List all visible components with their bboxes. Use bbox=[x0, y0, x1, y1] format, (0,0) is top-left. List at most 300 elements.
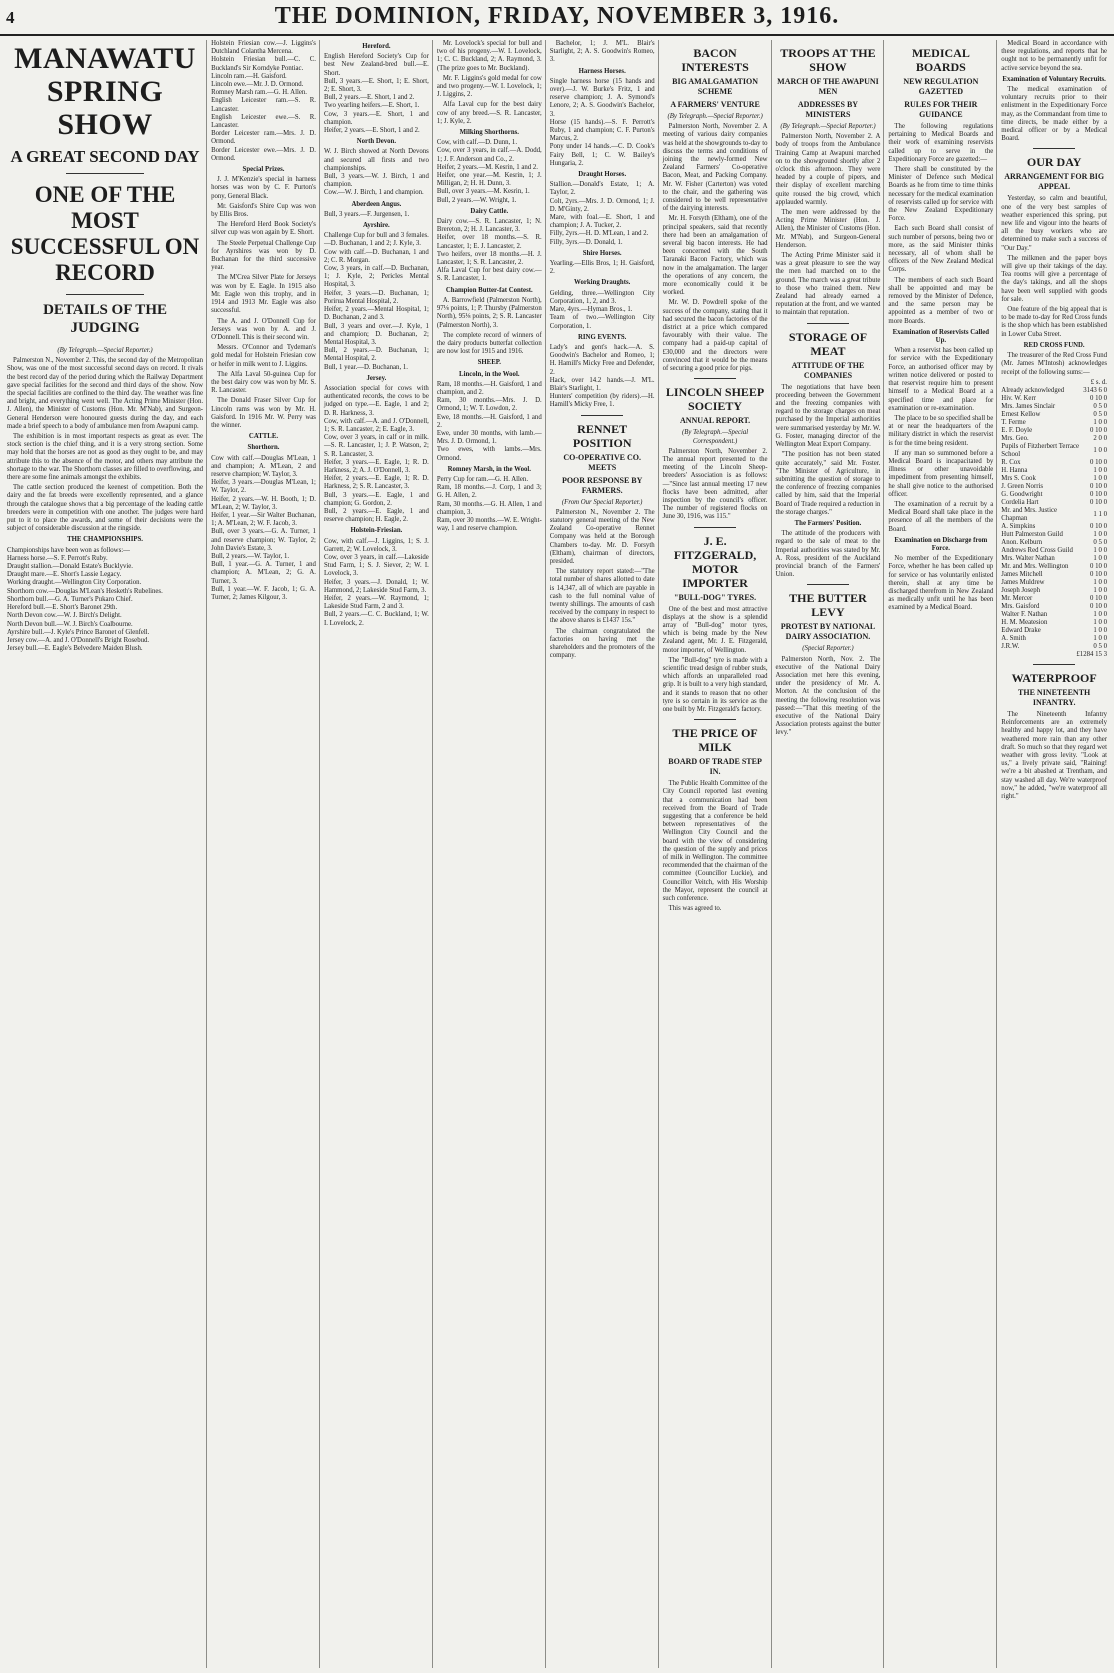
subsection-title: North Devon. bbox=[356, 138, 397, 146]
list-item: Cow.—W. J. Birch, 1 and champion. bbox=[323, 189, 424, 197]
fund-donor: J.R.W. bbox=[1001, 642, 1020, 650]
fund-row bbox=[1001, 403, 1107, 411]
list-item: Holstein Friesian cow.—J. Liggins's Dutchland Colantha Mercena. bbox=[211, 40, 316, 56]
fund-row bbox=[1001, 587, 1107, 595]
article-paragraph: The treasurer of the Red Cross Fund (Mr. James M'Intosh) acknowledges receipt of the following sums:— bbox=[1001, 352, 1107, 376]
article-headline: THE BUTTER LEVY bbox=[789, 591, 867, 620]
article-paragraph: Palmerston North, November 2. A body of troops from the Ambulance Training Camp at Awapuni marched on to the showground shortly after 2 o'clock this afternoon. They were headed by a couple of pipers, and their display of excellent marching quite roused the big crowd, which applauded warmly. bbox=[775, 133, 881, 206]
list-item: Bull, over 3 years.—G. A. Turner, 1 and reserve champion; W. Taylor, 2; John Davie's Estate, 3. bbox=[211, 528, 316, 552]
fund-amount: 0 10 0 bbox=[1090, 570, 1107, 578]
subsection-title: Shire Horses. bbox=[582, 249, 622, 257]
list-item: Bull, 1 year.—G. A. Turner, 1 and champion; A. M'Lean, 2; G. A. Turner, 3. bbox=[211, 561, 316, 585]
list-item: Jersey bull.—E. Eagle's Belvedere Maiden Blush. bbox=[7, 645, 143, 653]
fund-donor: A. Simpkins bbox=[1001, 522, 1036, 530]
list-item: Draught stallion.—Donald Estate's Bucklyvie. bbox=[7, 563, 134, 571]
list-item: Ram, over 30 months.—W. E. Wright-way, 1 and reserve champion. bbox=[436, 516, 542, 533]
list-item: Holstein Friesian bull.—C. C. Buckland's Sir Korndyke Pontiac. bbox=[211, 56, 316, 72]
column-lead-article bbox=[4, 40, 207, 1668]
fund-amount: 0 10 0 bbox=[1090, 482, 1107, 490]
list-item: Cow, 3 years, in calf.—D. Buchanan, 1; J. Kyle, 2; Pericles Mental Hospital, 3. bbox=[323, 265, 429, 289]
article-paragraph: There shall be constituted by the Minister of Defence such Medical Boards as he from time to time thinks necessary for the medical examination of reservists called up for service with the New Zealand Expeditionary Force. bbox=[888, 166, 994, 223]
article-paragraph: When a reservist has been called up for service with the Expeditionary Force, an authorised officer may by written notice delivered or posted to that reservist require him to present himself to a Medical Board at a specified time and place for examination or re-examination. bbox=[888, 347, 994, 412]
list-item: Challenge Cup for bull and 3 females.—D. Buchanan, 1 and 2; J. Kyle, 3. bbox=[323, 232, 429, 248]
article-paragraph: Palmerston North, November 2. The annual report presented to the meeting of the Lincoln Sheep-breeders' Association is as follows:—"Since last annual meeting 17 new flocks have been admitted, after inspection by the council's officer. The number of registered flocks on June 30, 1916, was 115." bbox=[662, 447, 768, 521]
fund-donor: Hiv. W. Kerr bbox=[1001, 394, 1036, 402]
subsection-title: Dairy Cattle. bbox=[470, 207, 509, 215]
fund-amount: 1 0 0 bbox=[1093, 626, 1107, 634]
byline: (By Telegraph.—Special Reporter.) bbox=[667, 113, 763, 120]
list-item: Two heifers, over 18 months.—H. J. Lancaster, 1; S. R. Lancaster, 2. bbox=[436, 250, 542, 267]
fund-donor: Mr. Mercer bbox=[1001, 594, 1033, 602]
subsection-title: Draught Horses. bbox=[578, 171, 627, 179]
fund-donor: James Muldrew bbox=[1001, 578, 1045, 586]
masthead bbox=[0, 0, 1114, 36]
fund-amount: 0 5 0 bbox=[1093, 538, 1107, 546]
list-item: Perry Cup for ram.—G. H. Allen. bbox=[436, 475, 529, 483]
article-paragraph: Mr. F. Liggins's gold medal for cow and two progeny.—W. I. Lovelock, 1; J. Liggins, 2. bbox=[436, 74, 542, 99]
list-item: Heifer, 1 year.—Sir Walter Buchanan, 1; A. M'Lean, 2; W. F. Jacob, 3. bbox=[211, 511, 316, 528]
list-item: Heifer, 2 years.—E. Short, 1 and 2. bbox=[323, 127, 420, 135]
article-subheading: CO-OPERATIVE CO. MEETS bbox=[563, 452, 641, 472]
article-paragraph: The "Bull-dog" tyre is made with a scientific tread design of rubber studs, which affords an unparalleled road grip. It is built to a very high standard, and it stands to reason that no other tyre is so certain in its service as the one built by Mr. Fitzgerald's factory. bbox=[662, 656, 768, 713]
article-paragraph: The cattle section produced the keenest of competition. Both the dairy and the fat breeds were excellently represented, and a glance through the catalogue shows that a big percentage of the leading cattle breeders were in competition with one another. The judges were hard put to it to place the awards, and some of their decisions were the subject of considerable discussion at the ringside. bbox=[7, 484, 204, 533]
fund-donor: T. Ferme bbox=[1001, 418, 1026, 426]
fund-row bbox=[1001, 411, 1107, 419]
article-paragraph: Mr. Lovelock's special for bull and two of his progeny.—W. I. Lovelock, 1; C. C. Buckland, 2; A. Raymond, 3. (The prize goes to Mr. Buckland). bbox=[436, 40, 542, 72]
article-paragraph: The complete record of winners of the dairy products butterfat collection are now lost for 1915 and 1916. bbox=[436, 331, 542, 356]
column-bacon-interests bbox=[660, 40, 772, 1668]
fund-row bbox=[1001, 435, 1107, 443]
list-item: Jersey cow.—A. and J. O'Donnell's Bright Rosebud. bbox=[7, 636, 150, 644]
list-item: Cow, over 3 years, in calf or in milk.—S. R. Lancaster, 1; J. P. Watson, 2; S. R. Lancaster, 3. bbox=[323, 434, 429, 458]
list-item: Team of two.—Wellington City Corporation, 1. bbox=[549, 314, 655, 330]
subsection-title: Romney Marsh, in the Wool. bbox=[447, 465, 531, 473]
fund-row bbox=[1001, 427, 1107, 435]
article-headline: LINCOLN SHEEP SOCIETY bbox=[665, 385, 765, 414]
fund-amount: 0 10 0 bbox=[1090, 490, 1107, 498]
fund-donor: Mrs. Geo. bbox=[1001, 434, 1029, 442]
list-item: English Leicester ewe.—S. R. Lancaster. bbox=[211, 113, 316, 130]
fund-amount: 0 10 0 bbox=[1090, 498, 1107, 506]
article-subheading: MARCH OF THE AWAPUNI MEN bbox=[777, 77, 879, 96]
byline: (By Telegraph.—Special Correspondent.) bbox=[681, 429, 749, 445]
article-paragraph: Bachelor, 1; J. M'L. Blair's Starlight, 2; A. S. Goodwin's Romeo, 3. bbox=[549, 40, 655, 64]
article-paragraph: This was agreed to. bbox=[668, 905, 722, 913]
fund-donor: E. F. Doyle bbox=[1001, 426, 1033, 434]
list-item: Stallion.—Donald's Estate, 1; A. Taylor, 2. bbox=[549, 181, 655, 197]
article-paragraph: The Acting Prime Minister said it was a great pleasure to see the way the men had marched on to the ground. The march was a great tribute to those who trained them. New Zealand had already earned a reputation at the front, and we wanted to maintain that reputation. bbox=[775, 252, 881, 317]
fund-row bbox=[1001, 643, 1107, 651]
subsection-title: Aberdeen Angus. bbox=[351, 200, 402, 208]
fund-amount: 1 0 0 bbox=[1093, 578, 1107, 586]
fund-currency-header: £ s. d. bbox=[1090, 378, 1107, 386]
fund-row bbox=[1001, 595, 1107, 603]
list-item: Bull, 3 years.—E. Eagle, 1 and champion; G. Gordon, 2. bbox=[323, 491, 429, 507]
column-results-2 bbox=[321, 40, 433, 1668]
article-paragraph: No member of the Expeditionary Force, whether he has been called up for service or has voluntarily enlisted therein, shall at any time be discharged therefrom in New Zealand as medically unfit until he has been examined by a Medical Board. bbox=[888, 555, 994, 612]
list-item: Heifer, 3 years.—E. Eagle, 1; R. D. Harkness, 2; A. J. O'Donnell, 3. bbox=[323, 458, 429, 474]
section-title: RING EVENTS. bbox=[578, 333, 627, 341]
list-item: English Leicester ram.—S. R. Lancaster. bbox=[211, 97, 316, 113]
fund-amount: 1 0 0 bbox=[1093, 554, 1107, 562]
article-headline: TROOPS AT THE SHOW bbox=[780, 46, 876, 74]
list-item: English Hereford Society's Cup for best New Zealand-bred bull.—E. Short. bbox=[323, 53, 429, 77]
subsection-title: Ayrshire. bbox=[363, 222, 390, 230]
fund-row bbox=[1001, 619, 1107, 627]
fund-donor: R. Cox bbox=[1001, 458, 1021, 466]
list-item: Two ewes, with lambs.—Mrs. Ormond. bbox=[436, 446, 542, 462]
list-item: Bull, 2 years.—D. Buchanan, 1; Mental Hospital, 2. bbox=[323, 347, 429, 363]
article-subheading: ADDRESSES BY MINISTERS bbox=[797, 100, 859, 119]
fund-row bbox=[1001, 635, 1107, 643]
column-our-day bbox=[998, 40, 1110, 1668]
fund-row bbox=[1001, 491, 1107, 499]
fund-row bbox=[1001, 523, 1107, 531]
fund-row bbox=[1001, 499, 1107, 507]
article-paragraph: "The position has not been stated quite accurately," said Mr. Foster. "The Minister of Agriculture, in submitting the question of storage to the conference of freezing companies called by him, said that the Imperial Board of Trade required a reduction in the storage charges." bbox=[775, 451, 881, 516]
fund-row bbox=[1001, 627, 1107, 635]
article-paragraph: Mr. H. Forsyth (Eltham), one of the principal speakers, said that recently there had been an amalgamation of several big bacon interests. He had been concerned with the South Taranaki Bacon Factory, which was now in the amalgamation. The larger the operations of any concern, the more economically could it be worked. bbox=[662, 215, 768, 297]
list-item: Mare, with foal.—E. Short, 1 and champion; J. A. Tucker, 2. bbox=[549, 214, 655, 230]
column-results-1 bbox=[208, 40, 320, 1668]
byline: (By Telegraph.—Special Reporter.) bbox=[780, 123, 876, 130]
subsection-title: Jersey. bbox=[366, 374, 387, 382]
article-paragraph: The following regulations pertaining to Medical Boards and their work of examining reservists called up to serve in the Expeditionary Force are gazetted:— bbox=[888, 123, 994, 163]
fund-row bbox=[1001, 571, 1107, 579]
fund-amount: 1 0 0 bbox=[1093, 546, 1107, 554]
fund-donor: Hutt Palmerston Guild bbox=[1001, 530, 1063, 538]
fund-row bbox=[1001, 483, 1107, 491]
list-item: Hereford bull.—E. Short's Baronet 29th. bbox=[7, 604, 118, 612]
fund-amount: 1 0 0 bbox=[1093, 634, 1107, 642]
article-paragraph: Medical Board in accordance with these regulations, and reports that he ought not to be permanently unfit for active service beyond the sea. bbox=[1001, 40, 1107, 72]
article-paragraph: Mr. W. D. Powdrell spoke of the success of the company, stating that it had secured the bacon factories of the district at a price which compared favourably with their value. The company had a paid-up capital of £30,000 and the directors were convinced that it would be the means of securing a good price for pigs. bbox=[662, 299, 768, 373]
article-paragraph: The milkmen and the paper boys will give up their takings of the day. Tea rooms will give a percentage of the day's takings, and all the shops have been well supplied with goods for sale. bbox=[1001, 254, 1107, 303]
article-paragraph: Palmerston North, November 2. A meeting of various dairy companies was held at the showgrounds to-day to discuss the terms and conditions of joining the newly-formed New Zealand Farmers' Co-operative Bacon, Meat, and Packing Company. Mr. W. Fisher (Carterton) was voted to the chair, and the gathering was considered to be well representative of the dairying interests. bbox=[662, 123, 768, 213]
fund-amount: 3143 6 0 bbox=[1083, 386, 1107, 394]
list-item: Hack, over 14.2 hands.—J. M'L. Blair's Starlight, 1. bbox=[549, 376, 655, 392]
list-item: Championships have been won as follows:— bbox=[7, 546, 130, 554]
list-item: Ewe, 18 months.—H. Gaisford, 1 and 2. bbox=[436, 413, 542, 429]
article-paragraph: If any man so summoned before a Medical Board is incapacitated by illness or other unavoidable impediment from presenting himself, he shall give notice to the authorised officer. bbox=[888, 449, 994, 498]
fund-donor: Andrews Red Cross Guild bbox=[1001, 546, 1073, 554]
fund-donor: Pupils of Fitzherbert Terrace School bbox=[1001, 442, 1080, 458]
fund-donor: Already acknowledged bbox=[1001, 386, 1065, 394]
article-subheading: NEW REGULATION GAZETTED bbox=[903, 77, 979, 96]
list-item: Filly, 3yrs.—D. Donald, 1. bbox=[549, 238, 623, 246]
list-item: Working draught.—Wellington City Corporation. bbox=[7, 579, 142, 587]
column-troops-at-show bbox=[773, 40, 885, 1668]
subsection-title: Examination of Voluntary Recruits. bbox=[1002, 75, 1106, 83]
list-item: Heifer, 2 years.—W. Raymond, 1; Lakeside Stud Farm, 2 and 3. bbox=[323, 595, 429, 611]
subsection-title: Examination of Reservists Called Up. bbox=[892, 328, 990, 345]
list-item: W. J. Birch showed at North Devons and secured all firsts and two championships. bbox=[323, 148, 429, 172]
list-item: Pony under 14 hands.—C. D. Cook's Fairy Bell, 1; C. W. Bailey's Hungaria, 2. bbox=[549, 143, 655, 167]
list-item: Bull, 2 years.—W. Taylor, 1. bbox=[211, 552, 290, 560]
byline: (From Our Special Reporter.) bbox=[561, 498, 643, 506]
fund-donor: Anon. Kelburn bbox=[1001, 538, 1043, 546]
list-item: Cow with calf.—Douglas M'Lean, 1 and champion; A. M'Lean, 2 and reserve champion; W. Taylor, 3. bbox=[211, 454, 316, 478]
subsection-title: Milking Shorthorns. bbox=[459, 129, 519, 137]
article-subheading: POOR RESPONSE BY FARMERS. bbox=[561, 475, 643, 495]
article-paragraph: The M'Crea Silver Plate for Jerseys was won by E. Eagle. In 1915 also Mr. Eagle won this trophy, and in 1914 and 1913 Mr. Eagle was also successful. bbox=[211, 274, 316, 315]
fund-amount: 1 1 0 bbox=[1093, 510, 1107, 518]
list-item: Filly, 2yrs.—H. D. M'Lean, 1 and 2. bbox=[549, 230, 649, 238]
fund-donor: H. Hanna bbox=[1001, 466, 1028, 474]
fund-amount: 2 0 0 bbox=[1093, 434, 1107, 442]
list-item: Heifer, over 18 months.—S. R. Lancaster, 1; E. J. Lancaster, 2. bbox=[436, 234, 542, 250]
list-item: Cow, over 3 years, in calf.—A. Dodd, 1; J. F. Anderson and Co., 2. bbox=[436, 147, 542, 163]
fund-row bbox=[1001, 467, 1107, 475]
fund-row bbox=[1001, 531, 1107, 539]
fund-row bbox=[1001, 395, 1107, 403]
list-item: Heifer, 2 years.—E. Eagle, 1; R. D. Harkness, 2; S. R. Lancaster, 3. bbox=[323, 475, 429, 491]
list-item: Mare, 4yrs.—Hyman Bros., 1. bbox=[549, 306, 633, 314]
subsection-title: Working Draughts. bbox=[574, 279, 631, 287]
section-title: Special Prizes. bbox=[242, 166, 285, 174]
list-item: Draught mare.—E. Short's Lassie Legacy. bbox=[7, 571, 122, 579]
lead-subheading-3: DETAILS OF THE JUDGING bbox=[43, 302, 167, 336]
subsection-title: Champion Butter-fat Contest. bbox=[445, 286, 533, 294]
fund-donor: G. Goodwright bbox=[1001, 490, 1043, 498]
list-item: Bull, 3 years and over.—J. Kyle, 1 and champion; D. Buchanan, 2; Mental Hospital, 3. bbox=[323, 322, 429, 346]
column-results-4 bbox=[547, 40, 659, 1668]
article-paragraph: A. Barrowfield (Palmerston North), 97⅛ points, 1; P. Thursby (Palmerston North), 95⅛ points, 2; S. R. Lancaster (Palmerston North), 3. bbox=[436, 296, 542, 329]
fund-row bbox=[1001, 563, 1107, 571]
list-item: Romney Marsh ram.—G. H. Allen. bbox=[211, 89, 307, 97]
list-item: Bull, over 3 years.—M. Kesrin, 1. bbox=[436, 188, 530, 196]
fund-amount: 0 10 0 bbox=[1090, 426, 1107, 434]
list-item: Horse (15 hands).—S. F. Perrott's Ruby, 1 and champion; C. F. Purton's Marcus, 2. bbox=[549, 118, 655, 143]
list-item: Bull, 3 years.—F. Jurgensen, 1. bbox=[323, 210, 410, 218]
list-item: North Devon bull.—W. J. Birch's Coalbourne. bbox=[7, 620, 133, 628]
fund-row bbox=[1001, 443, 1107, 459]
list-item: Lincoln ram.—H. Gaisford. bbox=[211, 72, 287, 80]
fund-row bbox=[1001, 579, 1107, 587]
fund-donor: Edward Drake bbox=[1001, 626, 1041, 634]
section-title: THE CHAMPIONSHIPS. bbox=[67, 536, 143, 544]
list-item: Shorthorn cow.—Douglas M'Lean's Hesketh's Rubelines. bbox=[7, 587, 163, 595]
lead-headline: MANAWATU SPRING SHOW bbox=[14, 42, 196, 141]
article-paragraph: The statutory report stated:—"The total number of shares allotted to date is 14,347, all of which are payable in cash to the full nominal value of twenty shillings. The amounts of cash received by the company in respect to the above shares is £1437 15s." bbox=[549, 568, 655, 625]
fund-donor: Walter F. Nathan bbox=[1001, 610, 1048, 618]
fund-donor: Mrs. James Sinclair bbox=[1001, 402, 1056, 410]
article-subheading: "BULL-DOG" TYRES. bbox=[674, 592, 757, 602]
fund-row bbox=[1001, 387, 1107, 395]
list-item: Heifer, 2 years.—W. H. Booth, 1; D. M'Lean, 2; W. Taylor, 3. bbox=[211, 495, 316, 511]
article-paragraph: The Nineteenth Infantry Reinforcements are an extremely healthy and happy lot, and they have weathered more rain than any other draft. So much so that they regard wet weather with gross levity. "Look at us," a lively private said, "Raining! we're a bit abashed at Trentham, and stay washed all day. We're waterproof now," he added, "we're waterproof all right." bbox=[1001, 710, 1107, 800]
fund-amount: 0 5 0 bbox=[1093, 642, 1107, 650]
article-paragraph: Yesterday, so calm and beautiful, one of the very best samples of weather experienced this spring, put new life and vigour into the hearts of all the busy workers who are determined to make such a success of "Our Day." bbox=[1001, 195, 1107, 252]
lead-subheading-2: ONE OF THE MOST SUCCESSFUL ON RECORD bbox=[10, 182, 200, 285]
article-headline: MEDICAL BOARDS bbox=[911, 46, 970, 74]
article-paragraph: The attitude of the producers with regard to the sale of meat to the Imperial authorities was stated by Mr. A. Ross, president of the Auckland provincial branch of the Farmers' Union. bbox=[775, 530, 881, 579]
fund-amount: 0 5 0 bbox=[1093, 402, 1107, 410]
list-item: Harness horse.—S. F. Perrott's Ruby. bbox=[7, 554, 108, 562]
list-item: Bull, 3 years.—W. J. Birch, 1 and champion. bbox=[323, 173, 429, 189]
article-paragraph: The Hereford Herd Book Society's silver cup was won again by E. Short. bbox=[211, 221, 316, 237]
list-item: Heifer, one year.—M. Kesrin, 1; J. Milligan, 2; H. H. Dunn, 3. bbox=[436, 172, 542, 188]
article-headline: STORAGE OF MEAT bbox=[788, 329, 868, 358]
masthead-title: THE DOMINION, FRIDAY, NOVEMBER 3, 1916. bbox=[274, 3, 840, 29]
list-item: Bull, 3 years.—E. Short, 1; E. Short, 2; E. Short, 3. bbox=[323, 77, 429, 94]
list-item: Shorthorn bull.—G. A. Turner's Pukaro Chief. bbox=[7, 595, 133, 603]
fund-donor: Ernest Kellow bbox=[1001, 410, 1041, 418]
subsection-title: Shorthorn. bbox=[247, 444, 280, 452]
fund-amount: 0 10 0 bbox=[1090, 394, 1107, 402]
list-item: North Devon cow.—W. J. Birch's Delight. bbox=[7, 612, 122, 620]
subsection-title: Examination on Discharge from Force. bbox=[894, 536, 988, 552]
article-paragraph: The chairman congratulated the factories on having met the shareholders and the promoters of the company. bbox=[549, 627, 655, 660]
fund-amount: 0 10 0 bbox=[1090, 562, 1107, 570]
list-item: Heifer, 3 years.—J. Donald, 1; W. Hammond, 2; Lakeside Stud Farm, 3. bbox=[323, 578, 429, 594]
section-title: CATTLE. bbox=[248, 433, 279, 441]
byline: (Special Reporter.) bbox=[802, 645, 854, 653]
fund-row bbox=[1001, 539, 1107, 547]
fund-donor: A. Smith bbox=[1001, 634, 1026, 642]
list-item: Bull, 2 years.—E. Short, 1 and 2. bbox=[323, 94, 415, 102]
article-headline: RENNET POSITION bbox=[572, 421, 632, 450]
list-item: Cow, over 3 years, in calf.—Lakeside Stud Farm, 1; S. J. Siever, 2; W. I. Lovelock, 3. bbox=[323, 553, 429, 578]
list-item: Cow with calf.—D. Buchanan, 1 and 2; C. R. Morgan. bbox=[323, 248, 429, 264]
article-paragraph: Mr. Gaisford's Shire Cup was won by Ellis Bros. bbox=[211, 202, 316, 219]
article-paragraph: The A. and J. O'Donnell Cup for Jerseys was won by A. and J. O'Donnell. This is their second win. bbox=[211, 317, 316, 341]
list-item: Ayrshire bull.—J. Kyle's Prince Baronet of Glenfell. bbox=[7, 628, 150, 636]
dateline: (By Telegraph.—Special Reporter.) bbox=[57, 347, 153, 354]
article-paragraph: Messrs. O'Connor and Tydeman's gold medal for Holstein Friesian cow or heifer in milk went to J. Liggins. bbox=[211, 344, 316, 368]
article-subheading: ANNUAL REPORT. bbox=[679, 416, 751, 426]
fund-donor: Cordelia Hart bbox=[1001, 498, 1039, 506]
list-item: Bull, 1 year.—D. Buchanan, 1. bbox=[323, 363, 408, 371]
list-item: Ram, 18 months.—J. Corp, 1 and 3; G. H. Allen, 2. bbox=[436, 484, 542, 500]
article-paragraph: Palmerston North, Nov. 2. The executive of the National Dairy Association met here this evening, under the presidency of Mr. A. Morton. At the conclusion of the meeting the following resolution was passed:—"That this meeting of the executive of the National Dairy Association protests against the butter levy." bbox=[775, 655, 881, 737]
subsection-title: Lincoln, in the Wool. bbox=[459, 370, 520, 378]
article-paragraph: The Alfa Laval 50-guinea Cup for the best dairy cow was won by Mr. S. R. Lancaster. bbox=[211, 370, 316, 395]
article-subheading: RULES FOR THEIR GUIDANCE bbox=[904, 100, 978, 119]
article-subheading: THE NINETEENTH INFANTRY. bbox=[1018, 687, 1091, 707]
fund-row bbox=[1001, 475, 1107, 483]
list-item: Gelding, three.—Wellington City Corporation, 1, 2, and 3. bbox=[549, 289, 655, 305]
list-item: Bull, 1 year.—W. F. Jacob, 1; G. A. Turner, 2; James Kilgour, 3. bbox=[211, 585, 316, 601]
list-item: Ram, 30 months.—Mrs. J. D. Ormond, 1; W. T. Lowdon, 2. bbox=[436, 397, 542, 413]
fund-amount: 0 5 0 bbox=[1093, 410, 1107, 418]
list-item: Cow, with calf.—A. and J. O'Donnell, 1; S. R. Lancaster, 2; E. Eagle, 3. bbox=[323, 417, 429, 433]
fund-amount: 1 0 0 bbox=[1093, 418, 1107, 426]
article-headline: OUR DAY bbox=[1026, 155, 1082, 170]
list-item: Colt, 2yrs.—Mrs. J. D. Ormond, 1; J. D. M'Ginty, 2. bbox=[549, 197, 655, 213]
fund-amount: 1 0 0 bbox=[1093, 586, 1107, 594]
list-item: Single harness horse (15 hands and over).—J. W. Burke's Fritz, 1 and reserve champion; J. A. Symond's Lenore, 2; A. S. Goodwin's Bachelor, 3. bbox=[549, 77, 655, 118]
article-paragraph: Palmerston N., November 2. The statutory general meeting of the New Zealand Co-operative Rennet Company was held at the Borough Chambers to-day. Mr. D. Forsyth (Eltham), chairman of directors, presided. bbox=[549, 508, 655, 565]
fund-amount: 0 10 0 bbox=[1090, 522, 1107, 530]
fund-row bbox=[1001, 555, 1107, 563]
fund-row bbox=[1001, 459, 1107, 467]
fund-amount: 0 10 0 bbox=[1090, 594, 1107, 602]
fund-row bbox=[1001, 611, 1107, 619]
list-item: Hunters' competition (by riders).—H. Hamill's Micky Free, 1. bbox=[549, 393, 655, 409]
fund-table bbox=[1001, 379, 1107, 651]
list-item: Yearling.—Ellis Bros, 1; H. Gaisford, 2. bbox=[549, 260, 655, 276]
fund-donor: Mrs. Gaisford bbox=[1001, 602, 1040, 610]
list-item: Heifer, 2 years.—M. Kesrin, 1 and 2. bbox=[436, 163, 538, 171]
list-item: Two yearling heifers.—E. Short, 1. bbox=[323, 102, 420, 110]
article-paragraph: Alfa Laval cup for the best dairy cow of any breed.—S. R. Lancaster, 1; J. Kyle, 2. bbox=[436, 101, 542, 125]
list-item: Dairy cow.—S. R. Lancaster, 1; N. Brereton, 2; H. J. Lancaster, 3. bbox=[436, 218, 542, 234]
fund-row bbox=[1001, 419, 1107, 427]
subsection-title: RED CROSS FUND. bbox=[1023, 341, 1085, 349]
fund-donor: Joseph Joseph bbox=[1001, 586, 1041, 594]
fund-donor: Mr. and Mrs. Justice Chapman bbox=[1001, 506, 1057, 522]
article-paragraph: The exhibition is in most important respects as great as ever. The stock section is the chief thing, and it is a very strong section. Some may hold that the horses are not as good as they ought to be, and may attribute this to the absence of the motor, and others may attribute the shortage to the war. The Shorthorn classes are filled to overflowing, and there are some fine animals amongst the exhibits. bbox=[7, 433, 204, 482]
article-headline: THE PRICE OF MILK bbox=[672, 726, 758, 755]
article-subheading: ATTITUDE OF THE COMPANIES bbox=[791, 360, 865, 380]
list-item: Bull, 2 years.—E. Eagle, 1 and reserve champion; H. Eagle, 2. bbox=[323, 507, 429, 524]
list-item: Border Leicester ram.—Mrs. J. D. Ormond. bbox=[211, 130, 316, 146]
article-paragraph: Each such Board shall consist of such number of persons, being two or more, as the said Minister thinks necessary, all of whom shall be officers of the New Zealand Medical Corps. bbox=[888, 225, 994, 274]
article-subheading: ARRANGEMENT FOR BIG APPEAL bbox=[1004, 172, 1105, 192]
list-item: Ewe, under 30 months, with lamb.—Mrs. J. D. Ormond, 1. bbox=[436, 429, 542, 446]
article-headline: J. E. FITZGERALD, MOTOR IMPORTER bbox=[673, 533, 757, 590]
article-subheading: BIG AMALGAMATION SCHEME bbox=[672, 77, 758, 96]
fund-amount: 1 0 0 bbox=[1093, 474, 1107, 482]
fund-donor: Mrs S. Cook bbox=[1001, 474, 1036, 482]
article-paragraph: The Steele Perpetual Challenge Cup for Ayrshires was won by D. Buchanan for the third successive year. bbox=[211, 239, 316, 272]
list-item: Heifer, 3 years.—Douglas M'Lean, 1; W. Taylor, 2. bbox=[211, 479, 316, 495]
lead-subheading-1: A GREAT SECOND DAY bbox=[10, 147, 200, 166]
article-paragraph: The place to be so specified shall be at or near the headquarters of the military district in which the reservist is for the time being resident. bbox=[888, 414, 994, 447]
fund-row bbox=[1001, 507, 1107, 523]
page-number: 4 bbox=[6, 8, 15, 27]
article-subheading: BOARD OF TRADE STEP IN. bbox=[668, 757, 762, 777]
list-item: Bull, 2 years.—C. C. Buckland, 1; W. I. Lovelock, 2. bbox=[323, 611, 429, 627]
fund-amount: 1 0 0 bbox=[1093, 610, 1107, 618]
list-item: Lady's and gent's hack.—A. S. Goodwin's Bachelor and Romeo, 1; H. Hamill's Micky Free and Defender, 2. bbox=[549, 343, 655, 376]
list-item: Alfa Laval Cup for best dairy cow.—S. R. Lancaster, 1. bbox=[436, 267, 542, 283]
article-paragraph: The medical examination of voluntary recruits prior to their enlistment in the Expeditionary Force may, as the Commandant from time to time directs, be made either by a medical officer or by a Medical Board. bbox=[1001, 86, 1107, 143]
column-medical-boards bbox=[885, 40, 997, 1668]
article-paragraph: The Public Health Committee of the City Council reported last evening that a communication had been received from the Board of Trade suggesting that a conference be held between representatives of the Wellington City Council and the board with the view of considering the question of the supply and prices of milk in Wellington. The committee recommended that the chairman of the committee (Councillor Luckie), and Councillor Veitch, with His Worship the Mayor, represent the council at such conference. bbox=[662, 780, 768, 903]
subsection-title: Holstein-Friesian. bbox=[350, 527, 403, 535]
fund-amount: 1 0 0 bbox=[1093, 446, 1107, 454]
article-paragraph: One of the best and most attractive displays at the show is a splendid array of "Bull-dog" motor tyres, which is being made by the New Zealand agent, Mr. J. E. Fitzgerald, motor importer, of Wellington. bbox=[662, 605, 768, 654]
fund-amount: 1 0 0 bbox=[1093, 466, 1107, 474]
article-paragraph: The negotiations that have been proceeding between the Government and the freezing companies with regard to the storage charges on meat purchased by the Imperial authorities were summarised yesterday by Mr. W. G. Foster, managing director of the Wellington Meat Export Company. bbox=[775, 383, 881, 449]
article-headline: BACON INTERESTS bbox=[681, 46, 749, 74]
fund-amount: 1 0 0 bbox=[1093, 618, 1107, 626]
article-paragraph: One feature of the big appeal that is to be made to-day for Red Cross funds is the shop which has been established in Lower Cuba Street. bbox=[1001, 306, 1107, 338]
fund-total: £1284 15 3 bbox=[1076, 650, 1107, 658]
fund-amount: 1 0 0 bbox=[1093, 530, 1107, 538]
list-item: Ram, 18 months.—H. Gaisford, 1 and champion, and 2. bbox=[436, 380, 542, 396]
fund-donor: Mr. and Mrs. Wellington bbox=[1001, 562, 1069, 570]
list-item: Bull, 2 years.—W. Wright, 1. bbox=[436, 196, 517, 204]
list-item: Cow, with calf.—D. Dunn, 1. bbox=[436, 139, 518, 147]
article-paragraph: The members of each such Board shall be appointed and may be removed by the Minister of Defence, and the same person may be appointed as a member of two or more Boards. bbox=[888, 276, 994, 325]
list-item: Cow, 3 years.—E. Short, 1 and champion. bbox=[323, 110, 429, 126]
article-paragraph: J. J. M'Kenzie's special in harness horses was won by C. F. Purton's pony, General Black. bbox=[211, 176, 316, 200]
list-item: Heifer, 2 years.—Mental Hospital, 1; D. Buchanan, 2 and 3. bbox=[323, 306, 429, 322]
fund-amount: 0 10 0 bbox=[1090, 458, 1107, 466]
subsection-title: Harness Horses. bbox=[578, 67, 626, 75]
list-item: Heifer, 3 years.—D. Buchanan, 1; Porirua Mental Hospital, 2. bbox=[323, 289, 429, 305]
article-paragraph: The examination of a recruit by a Medical Board shall take place in the presence of all the members of the Board. bbox=[888, 500, 994, 533]
list-item: Ram, 30 months.—G. H. Allen, 1 and champion, 3. bbox=[436, 500, 542, 516]
fund-donor: H. M. Meatesion bbox=[1001, 618, 1048, 626]
list-item: Border Leicester ewe.—Mrs. J. D. Ormond. bbox=[211, 146, 316, 162]
list-item: Lincoln ewe.—Mr. J. D. Ormond. bbox=[211, 81, 304, 89]
article-subheading: PROTEST BY NATIONAL DAIRY ASSOCIATION. bbox=[780, 622, 876, 642]
article-paragraph: Palmerston N., November 2. This, the second day of the Metropolitan Show, was one of the most successful second days on record. It rivals the best record day of the period during which the Railway Department gave special facilities for the second and third days of the show. Now the special facilities are confined to the third day. The weather was fine and bright, and everything went well. The Acting Prime Minister (Hon. J. Allen), the Minister of Customs (Hon. Mr. M'Nab), and Surgeon-General Henderson were honoured guests during the day, and each made a brief speech to a body of ambulance men from Awapuni camp. bbox=[7, 357, 204, 430]
